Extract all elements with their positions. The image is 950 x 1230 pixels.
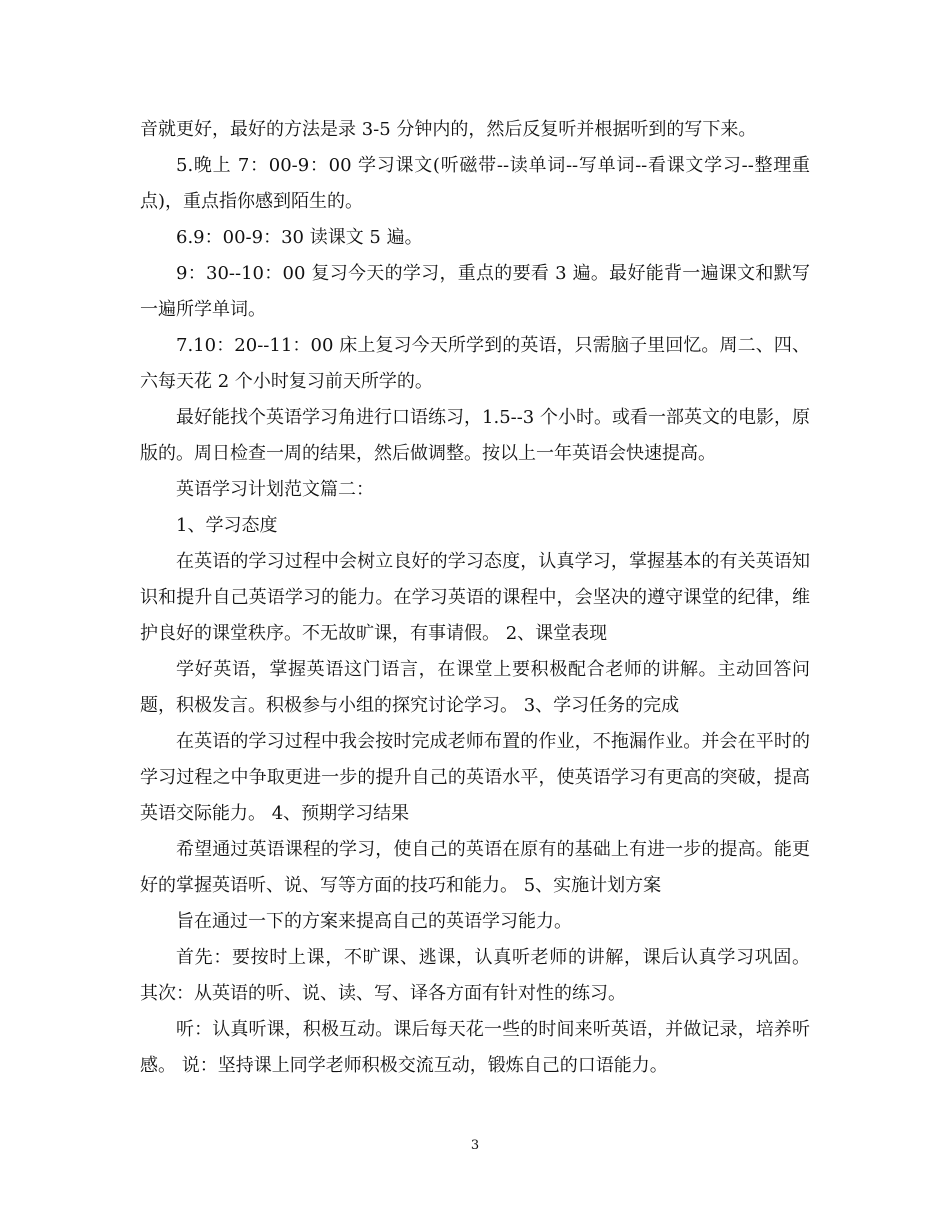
paragraph: 最好能找个英语学习角进行口语练习，1.5--3 个小时。或看一部英文的电影，原版的。周日检查一周的结果，然后做调整。按以上一年英语会快速提高。 (140, 407, 810, 464)
paragraph: 7.10：20--11：00 床上复习今天所学到的英语，只需脑子里回忆。周二、四、六每天花 2 个小时复习前天所学的。 (140, 335, 810, 392)
paragraph: 5.晚上 7：00-9：00 学习课文(听磁带--读单词--写单词--看课文学习--整理重点)，重点指你感到陌生的。 (140, 155, 810, 212)
paragraph: 希望通过英语课程的学习，使自己的英语在原有的基础上有进一步的提高。能更好的掌握英语听、说、写等方面的技巧和能力。 5、实施计划方案 (140, 839, 810, 896)
paragraph: 1、学习态度 (176, 515, 278, 536)
document-body (140, 112, 810, 1084)
paragraph: 6.9：00-9：30 读课文 5 遍。 (176, 227, 423, 248)
paragraph: 首先：要按时上课，不旷课、逃课，认真听老师的讲解，课后认真学习巩固。 其次：从英语的听、说、读、写、译各方面有针对性的练习。 (140, 947, 810, 1004)
page-number: 3 (470, 1138, 480, 1153)
paragraph: 9：30--10：00 复习今天的学习，重点的要看 3 遍。最好能背一遍课文和默写一遍所学单词。 (140, 263, 810, 320)
paragraph: 英语学习计划范文篇二： (176, 479, 374, 500)
paragraph: 学好英语，掌握英语这门语言，在课堂上要积极配合老师的讲解。主动回答问题，积极发言。积极参与小组的探究讨论学习。 3、学习任务的完成 (140, 659, 810, 716)
paragraph: 在英语的学习过程中会树立良好的学习态度，认真学习，掌握基本的有关英语知识和提升自己英语学习的能力。在学习英语的课程中，会坚决的遵守课堂的纪律，维护良好的课堂秩序。不无故旷课，有事请假。 2、课堂表现 (140, 551, 810, 644)
paragraph: 听：认真听课，积极互动。课后每天花一些的时间来听英语，并做记录，培养听感。 说：坚持课上同学老师积极交流互动，锻炼自己的口语能力。 (140, 1019, 810, 1076)
paragraph: 音就更好，最好的方法是录 3-5 分钟内的，然后反复听并根据听到的写下来。 (140, 119, 757, 140)
paragraph: 在英语的学习过程中我会按时完成老师布置的作业，不拖漏作业。并会在平时的学习过程之中争取更进一步的提升自己的英语水平，使英语学习有更高的突破，提高英语交际能力。 4、预期学习结果 (140, 731, 810, 824)
paragraph: 旨在通过一下的方案来提高自己的英语学习能力。 (176, 911, 572, 932)
